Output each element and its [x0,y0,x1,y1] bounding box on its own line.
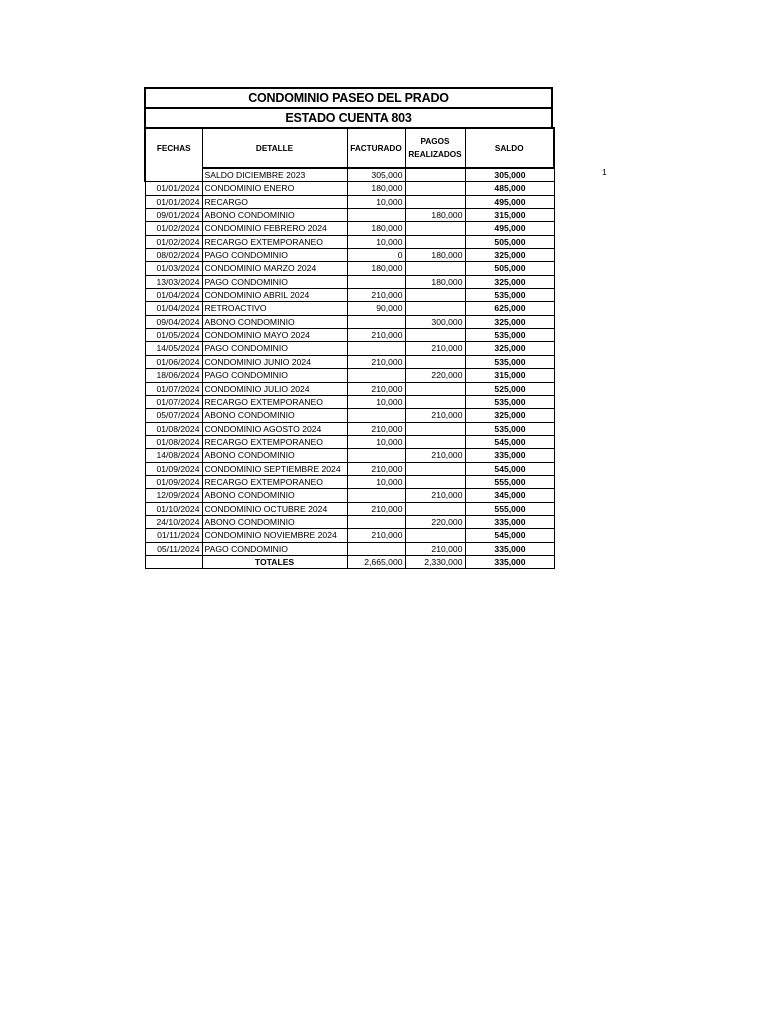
row-pagos-cell: 220,000 [405,515,465,528]
row-date-cell: 01/08/2024 [145,435,202,448]
row-pagos-cell [405,182,465,195]
column-header-saldo: SALDO [465,128,554,168]
row-date-cell: 01/09/2024 [145,462,202,475]
row-facturado-cell [347,515,405,528]
row-saldo-cell: 535,000 [465,329,554,342]
row-facturado-cell: 210,000 [347,329,405,342]
row-detail-cell: PAGO CONDOMINIO [202,369,347,382]
row-detail-cell: RECARGO [202,195,347,208]
row-saldo-cell: 555,000 [465,475,554,488]
row-pagos-cell: 180,000 [405,249,465,262]
row-date-cell: 18/06/2024 [145,369,202,382]
row-date-cell: 09/01/2024 [145,209,202,222]
row-facturado-cell [347,409,405,422]
table-row [145,342,554,355]
row-pagos-cell [405,395,465,408]
row-date-cell: 08/02/2024 [145,249,202,262]
row-pagos-cell [405,302,465,315]
row-date-cell: 24/10/2024 [145,515,202,528]
totals-row [145,555,554,568]
totals-empty-cell [145,555,202,568]
table-row [145,275,554,288]
row-pagos-cell [405,262,465,275]
row-saldo-cell: 555,000 [465,502,554,515]
ledger-table [144,127,555,569]
row-facturado-cell: 180,000 [347,182,405,195]
row-saldo-cell: 505,000 [465,235,554,248]
row-detail-cell: CONDOMINIO AGOSTO 2024 [202,422,347,435]
row-detail-cell: ABONO CONDOMINIO [202,489,347,502]
row-detail-cell: SALDO DICIEMBRE 2023 [202,168,347,182]
row-pagos-cell: 210,000 [405,449,465,462]
row-facturado-cell [347,275,405,288]
table-row [145,329,554,342]
row-date-cell: 01/02/2024 [145,222,202,235]
row-date-cell: 01/07/2024 [145,382,202,395]
table-row [145,222,554,235]
table-row [145,355,554,368]
row-saldo-cell: 535,000 [465,395,554,408]
row-pagos-cell [405,289,465,302]
row-saldo-cell: 325,000 [465,315,554,328]
row-facturado-cell: 210,000 [347,289,405,302]
row-saldo-cell: 495,000 [465,195,554,208]
row-pagos-cell [405,462,465,475]
row-detail-cell: CONDOMINIO SEPTIEMBRE 2024 [202,462,347,475]
row-saldo-cell: 545,000 [465,435,554,448]
row-saldo-cell: 325,000 [465,409,554,422]
row-detail-cell: PAGO CONDOMINIO [202,542,347,555]
row-saldo-cell: 325,000 [465,249,554,262]
page-number: 1 [602,167,607,177]
row-detail-cell: PAGO CONDOMINIO [202,275,347,288]
table-row [145,409,554,422]
row-facturado-cell: 210,000 [347,462,405,475]
row-date-cell: 09/04/2024 [145,315,202,328]
row-saldo-cell: 335,000 [465,542,554,555]
table-row [145,382,554,395]
row-facturado-cell [347,449,405,462]
row-detail-cell: CONDOMINIO OCTUBRE 2024 [202,502,347,515]
table-row [145,542,554,555]
row-pagos-cell: 180,000 [405,275,465,288]
row-detail-cell: CONDOMINIO JUNIO 2024 [202,355,347,368]
row-facturado-cell: 0 [347,249,405,262]
row-detail-cell: CONDOMINIO ABRIL 2024 [202,289,347,302]
row-saldo-cell: 535,000 [465,355,554,368]
row-saldo-cell: 535,000 [465,289,554,302]
row-date-cell: 01/02/2024 [145,235,202,248]
row-detail-cell: RECARGO EXTEMPORANEO [202,435,347,448]
column-header-row [145,128,554,168]
row-date-cell: 12/09/2024 [145,489,202,502]
row-facturado-cell: 180,000 [347,222,405,235]
row-detail-cell: CONDOMINIO NOVIEMBRE 2024 [202,529,347,542]
table-row [145,529,554,542]
row-date-cell: 01/10/2024 [145,502,202,515]
row-detail-cell: ABONO CONDOMINIO [202,449,347,462]
row-detail-cell: CONDOMINIO ENERO [202,182,347,195]
row-saldo-cell: 545,000 [465,462,554,475]
totals-saldo: 335,000 [465,555,554,568]
row-detail-cell: RECARGO EXTEMPORANEO [202,235,347,248]
row-saldo-cell: 335,000 [465,515,554,528]
table-row [145,249,554,262]
row-detail-cell: RECARGO EXTEMPORANEO [202,475,347,488]
row-facturado-cell: 10,000 [347,195,405,208]
row-date-cell: 05/11/2024 [145,542,202,555]
column-header-facturado: FACTURADO [347,128,405,168]
table-row [145,195,554,208]
totals-facturado: 2,665,000 [347,555,405,568]
row-facturado-cell: 210,000 [347,422,405,435]
row-pagos-cell: 180,000 [405,209,465,222]
row-facturado-cell: 90,000 [347,302,405,315]
row-facturado-cell: 305,000 [347,168,405,182]
row-facturado-cell: 10,000 [347,475,405,488]
row-saldo-cell: 505,000 [465,262,554,275]
row-pagos-cell [405,435,465,448]
row-detail-cell: RETROACTIVO [202,302,347,315]
row-facturado-cell: 210,000 [347,382,405,395]
statement-title: ESTADO CUENTA 803 [146,107,551,127]
row-facturado-cell [347,342,405,355]
row-pagos-cell: 210,000 [405,542,465,555]
row-detail-cell: ABONO CONDOMINIO [202,515,347,528]
row-date-cell: 01/01/2024 [145,195,202,208]
row-detail-cell: PAGO CONDOMINIO [202,249,347,262]
table-row [145,422,554,435]
column-header-pagos-line1: PAGOS [420,137,450,146]
row-facturado-cell: 10,000 [347,235,405,248]
row-facturado-cell [347,315,405,328]
row-facturado-cell: 210,000 [347,529,405,542]
row-detail-cell: ABONO CONDOMINIO [202,409,347,422]
row-pagos-cell [405,235,465,248]
row-facturado-cell [347,369,405,382]
row-saldo-cell: 325,000 [465,275,554,288]
row-date-cell: 01/05/2024 [145,329,202,342]
row-saldo-cell: 525,000 [465,382,554,395]
row-date-cell: 14/08/2024 [145,449,202,462]
row-pagos-cell [405,502,465,515]
row-date-cell: 01/08/2024 [145,422,202,435]
row-facturado-cell: 10,000 [347,395,405,408]
table-row [145,435,554,448]
row-date-cell [145,168,202,182]
account-statement [144,87,553,569]
row-saldo-cell: 335,000 [465,449,554,462]
row-detail-cell: ABONO CONDOMINIO [202,315,347,328]
table-row [145,235,554,248]
table-row [145,209,554,222]
row-detail-cell: CONDOMINIO MAYO 2024 [202,329,347,342]
row-pagos-cell [405,475,465,488]
row-facturado-cell: 210,000 [347,355,405,368]
row-date-cell: 01/09/2024 [145,475,202,488]
table-row [145,462,554,475]
table-row [145,489,554,502]
row-saldo-cell: 545,000 [465,529,554,542]
row-date-cell: 01/07/2024 [145,395,202,408]
table-row [145,449,554,462]
row-detail-cell: CONDOMINIO JULIO 2024 [202,382,347,395]
row-facturado-cell [347,542,405,555]
table-row [145,475,554,488]
table-row [145,395,554,408]
condominium-title: CONDOMINIO PASEO DEL PRADO [248,91,449,105]
row-detail-cell: PAGO CONDOMINIO [202,342,347,355]
row-pagos-cell [405,355,465,368]
row-date-cell: 01/11/2024 [145,529,202,542]
row-pagos-cell: 210,000 [405,342,465,355]
row-pagos-cell [405,195,465,208]
row-pagos-cell [405,222,465,235]
row-saldo-cell: 345,000 [465,489,554,502]
row-facturado-cell: 210,000 [347,502,405,515]
row-detail-cell: ABONO CONDOMINIO [202,209,347,222]
row-saldo-cell: 305,000 [465,168,554,182]
table-row [145,289,554,302]
row-date-cell: 01/01/2024 [145,182,202,195]
row-saldo-cell: 325,000 [465,342,554,355]
column-header-detalle: DETALLE [202,128,347,168]
row-facturado-cell: 180,000 [347,262,405,275]
row-saldo-cell: 315,000 [465,209,554,222]
table-row [145,515,554,528]
row-date-cell: 01/06/2024 [145,355,202,368]
row-facturado-cell [347,489,405,502]
row-saldo-cell: 315,000 [465,369,554,382]
row-saldo-cell: 485,000 [465,182,554,195]
column-header-pagos-line2: REALIZADOS [408,150,462,159]
row-pagos-cell: 210,000 [405,489,465,502]
row-date-cell: 01/04/2024 [145,302,202,315]
row-facturado-cell: 10,000 [347,435,405,448]
row-facturado-cell [347,209,405,222]
row-pagos-cell [405,529,465,542]
row-pagos-cell [405,329,465,342]
row-detail-cell: CONDOMINIO MARZO 2024 [202,262,347,275]
row-date-cell: 01/04/2024 [145,289,202,302]
row-pagos-cell: 210,000 [405,409,465,422]
table-row [145,182,554,195]
row-saldo-cell: 625,000 [465,302,554,315]
row-detail-cell: RECARGO EXTEMPORANEO [202,395,347,408]
table-row [145,168,554,182]
row-pagos-cell: 300,000 [405,315,465,328]
row-date-cell: 14/05/2024 [145,342,202,355]
ledger-body [145,168,554,569]
table-row [145,369,554,382]
table-row [145,502,554,515]
row-pagos-cell: 220,000 [405,369,465,382]
row-saldo-cell: 535,000 [465,422,554,435]
column-header-fechas: FECHAS [145,128,202,168]
row-date-cell: 01/03/2024 [145,262,202,275]
row-detail-cell: CONDOMINIO FEBRERO 2024 [202,222,347,235]
row-saldo-cell: 495,000 [465,222,554,235]
row-pagos-cell [405,168,465,182]
row-date-cell: 05/07/2024 [145,409,202,422]
statement-header [144,87,553,127]
row-pagos-cell [405,382,465,395]
table-row [145,315,554,328]
totals-pagos: 2,330,000 [405,555,465,568]
row-pagos-cell [405,422,465,435]
table-row [145,262,554,275]
table-row [145,302,554,315]
column-header-pagos [405,128,465,168]
row-date-cell: 13/03/2024 [145,275,202,288]
totals-label: TOTALES [202,555,347,568]
